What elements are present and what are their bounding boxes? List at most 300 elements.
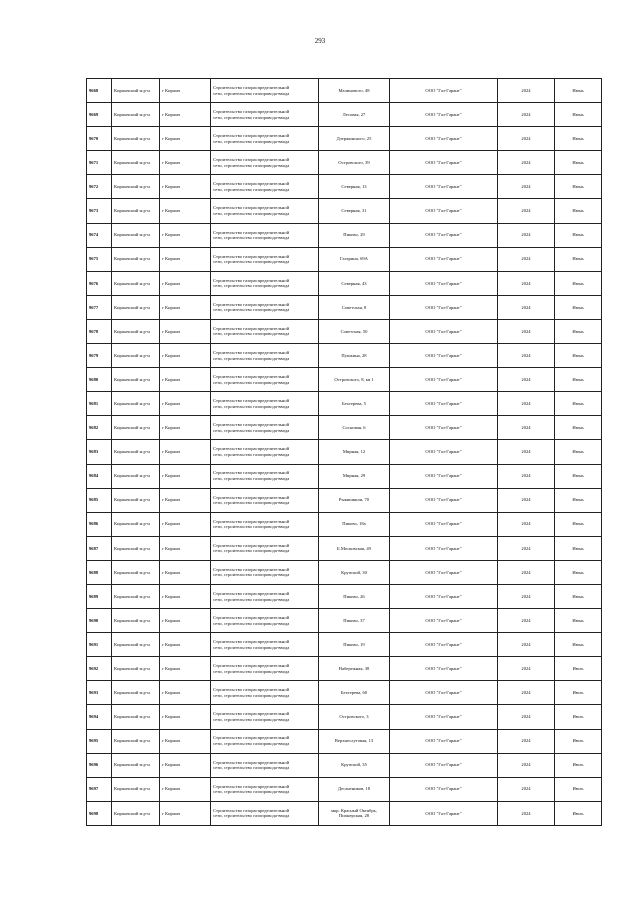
work-description-line: сети, строительство газопровода-ввода [213, 427, 290, 433]
address-line: Северная, 43 [341, 280, 367, 286]
year-cell: 2024 [498, 729, 555, 753]
row-number-cell: 9685 [87, 488, 112, 512]
contractor-cell: ООО "Газ-Гарант" [390, 440, 498, 464]
work-description-cell [211, 488, 319, 512]
month-cell: Июль [555, 681, 602, 705]
row-number-cell: 9688 [87, 560, 112, 584]
year-cell: 2024 [498, 560, 555, 584]
work-description-cell [211, 79, 319, 103]
city-cell: г Киржач [160, 488, 211, 512]
city-cell: г Киржач [160, 103, 211, 127]
year-cell: 2024 [498, 633, 555, 657]
city-cell: г Киржач [160, 271, 211, 295]
row-number-cell: 9676 [87, 271, 112, 295]
city-cell: г Киржач [160, 609, 211, 633]
row-number-cell: 9683 [87, 440, 112, 464]
row-number-cell: 9680 [87, 368, 112, 392]
address-line: Северная, 31 [341, 208, 367, 214]
work-description-cell [211, 512, 319, 536]
district-cell: Киржачский м.р-н [112, 584, 160, 608]
table-row [87, 79, 602, 103]
table-row [87, 681, 602, 705]
month-cell: Июль [555, 705, 602, 729]
year-cell: 2024 [498, 488, 555, 512]
work-description-line: Строительство газораспределительной [213, 398, 290, 404]
work-description-line: Строительство газораспределительной [213, 253, 290, 259]
district-cell: Киржачский м.р-н [112, 560, 160, 584]
address-line: Пионерская, 28 [338, 813, 370, 819]
work-description-cell [211, 464, 319, 488]
year-cell: 2024 [498, 609, 555, 633]
work-description-cell [211, 368, 319, 392]
table-row [87, 488, 602, 512]
month-cell: Июнь [555, 295, 602, 319]
work-description-line: сети, строительство газопровода-ввода [213, 716, 290, 722]
month-cell: Июнь [555, 368, 602, 392]
year-cell: 2024 [498, 247, 555, 271]
district-cell: Киржачский м.р-н [112, 464, 160, 488]
contractor-cell: ООО "Газ-Гарант" [390, 247, 498, 271]
work-description-line: Строительство газораспределительной [213, 325, 290, 331]
year-cell: 2024 [498, 79, 555, 103]
work-description-line: Строительство газораспределительной [213, 84, 290, 90]
row-number-cell: 9681 [87, 392, 112, 416]
year-cell: 2024 [498, 319, 555, 343]
address-cell [319, 223, 390, 247]
city-cell: г Киржач [160, 151, 211, 175]
address-line: Верхнеслутовая, 13 [334, 738, 374, 744]
row-number-cell: 9692 [87, 657, 112, 681]
address-cell [319, 79, 390, 103]
month-cell: Июнь [555, 103, 602, 127]
month-cell: Июнь [555, 609, 602, 633]
year-cell: 2024 [498, 777, 555, 801]
row-number-cell: 9694 [87, 705, 112, 729]
contractor-cell: ООО "Газ-Гарант" [390, 705, 498, 729]
work-description-line: Строительство газораспределительной [213, 301, 290, 307]
city-cell: г Киржач [160, 512, 211, 536]
address-cell [319, 657, 390, 681]
contractor-cell: ООО "Газ-Гарант" [390, 368, 498, 392]
city-cell: г Киржач [160, 681, 211, 705]
contractor-cell: ООО "Газ-Гарант" [390, 416, 498, 440]
row-number-cell: 9675 [87, 247, 112, 271]
table-row [87, 584, 602, 608]
page-number: 293 [314, 37, 326, 45]
city-cell: г Киржач [160, 705, 211, 729]
contractor-cell: ООО "Газ-Гарант" [390, 151, 498, 175]
address-line: Советская, 8 [341, 304, 367, 310]
district-cell: Киржачский м.р-н [112, 103, 160, 127]
work-description-line: сети, строительство газопровода-ввода [213, 765, 290, 771]
table-row [87, 657, 602, 681]
contractor-cell: ООО "Газ-Гарант" [390, 753, 498, 777]
address-cell [319, 536, 390, 560]
year-cell: 2024 [498, 392, 555, 416]
year-cell: 2024 [498, 271, 555, 295]
work-description-line: сети, строительство газопровода-ввода [213, 307, 290, 313]
row-number-cell: 9693 [87, 681, 112, 705]
work-description-line: сети, строительство газопровода-ввода [213, 162, 290, 168]
work-description-cell [211, 440, 319, 464]
address-cell [319, 271, 390, 295]
month-cell: Июнь [555, 151, 602, 175]
work-description-line: Строительство газораспределительной [213, 349, 290, 355]
address-line: Гагарина, 69А [340, 256, 368, 262]
district-cell: Киржачский м.р-н [112, 753, 160, 777]
year-cell: 2024 [498, 103, 555, 127]
city-cell: г Киржач [160, 319, 211, 343]
row-number-cell: 9678 [87, 319, 112, 343]
district-cell: Киржачский м.р-н [112, 440, 160, 464]
contractor-cell: ООО "Газ-Гарант" [390, 801, 498, 825]
address-line: Сосновая, 6 [342, 425, 366, 431]
contractor-cell: ООО "Газ-Гарант" [390, 79, 498, 103]
table-row [87, 560, 602, 584]
work-description-line: сети, строительство газопровода-ввода [213, 114, 290, 120]
district-cell: Киржачский м.р-н [112, 705, 160, 729]
work-description-line: Строительство газораспределительной [213, 446, 290, 452]
month-cell: Июль [555, 657, 602, 681]
district-cell: Киржачский м.р-н [112, 175, 160, 199]
city-cell: г Киржач [160, 584, 211, 608]
work-description-cell [211, 633, 319, 657]
table-row [87, 512, 602, 536]
city-cell: г Киржач [160, 440, 211, 464]
work-description-line: Строительство газораспределительной [213, 157, 290, 163]
month-cell: Июнь [555, 392, 602, 416]
work-description-cell [211, 127, 319, 151]
row-number-cell: 9687 [87, 536, 112, 560]
work-description-line: сети, строительство газопровода-ввода [213, 90, 290, 96]
month-cell: Июль [555, 777, 602, 801]
work-description-line: сети, строительство газопровода-ввода [213, 186, 290, 192]
work-description-line: Строительство газораспределительной [213, 422, 290, 428]
district-cell: Киржачский м.р-н [112, 512, 160, 536]
address-cell [319, 127, 390, 151]
city-cell: г Киржач [160, 464, 211, 488]
district-cell: Киржачский м.р-н [112, 681, 160, 705]
address-cell [319, 368, 390, 392]
district-cell: Киржачский м.р-н [112, 344, 160, 368]
contractor-cell: ООО "Газ-Гарант" [390, 681, 498, 705]
work-description-cell [211, 247, 319, 271]
table-row [87, 536, 602, 560]
address-line: Островского, 8, кв 1 [334, 376, 374, 382]
table-row [87, 223, 602, 247]
month-cell: Июнь [555, 584, 602, 608]
month-cell: Июнь [555, 536, 602, 560]
contractor-cell: ООО "Газ-Гарант" [390, 729, 498, 753]
work-description-line: сети, строительство газопровода-ввода [213, 331, 290, 337]
row-number-cell: 9691 [87, 633, 112, 657]
contractor-cell: ООО "Газ-Гарант" [390, 271, 498, 295]
contractor-cell: ООО "Газ-Гарант" [390, 319, 498, 343]
work-description-line: Строительство газораспределительной [213, 783, 290, 789]
address-line: Пиково, 29 [343, 232, 365, 238]
district-cell: Киржачский м.р-н [112, 633, 160, 657]
work-description-line: сети, строительство газопровода-ввода [213, 620, 290, 626]
address-line: Пиково, 18а [342, 521, 366, 527]
work-description-cell [211, 609, 319, 633]
contractor-cell: ООО "Газ-Гарант" [390, 536, 498, 560]
table-row [87, 801, 602, 825]
address-line: Бехтерева, 5 [342, 400, 366, 406]
address-line: Рыкишвили, 70 [338, 497, 370, 503]
address-line: Малинового, 48 [338, 87, 370, 93]
row-number-cell: 9670 [87, 127, 112, 151]
district-cell: Киржачский м.р-н [112, 488, 160, 512]
work-description-cell [211, 151, 319, 175]
work-description-cell [211, 584, 319, 608]
city-cell: г Киржач [160, 223, 211, 247]
district-cell: Киржачский м.р-н [112, 609, 160, 633]
year-cell: 2024 [498, 657, 555, 681]
address-cell [319, 295, 390, 319]
month-cell: Июнь [555, 223, 602, 247]
contractor-cell: ООО "Газ-Гарант" [390, 175, 498, 199]
work-description-cell [211, 175, 319, 199]
work-description-line: Строительство газораспределительной [213, 590, 290, 596]
address-line: Советская, 50 [340, 328, 368, 334]
table-row [87, 464, 602, 488]
work-description-line: Строительство газораспределительной [213, 229, 290, 235]
work-description-line: Строительство газораспределительной [213, 518, 290, 524]
city-cell: г Киржач [160, 777, 211, 801]
row-number-cell: 9689 [87, 584, 112, 608]
work-description-line: сети, строительство газопровода-ввода [213, 403, 290, 409]
work-description-line: сети, строительство газопровода-ввода [213, 235, 290, 241]
work-description-line: Строительство газораспределительной [213, 277, 290, 283]
district-cell: Киржачский м.р-н [112, 319, 160, 343]
contractor-cell: ООО "Газ-Гарант" [390, 464, 498, 488]
work-description-cell [211, 199, 319, 223]
row-number-cell: 9684 [87, 464, 112, 488]
row-number-cell: 9679 [87, 344, 112, 368]
contractor-cell: ООО "Газ-Гарант" [390, 199, 498, 223]
contractor-cell: ООО "Газ-Гарант" [390, 488, 498, 512]
address-cell [319, 175, 390, 199]
address-cell [319, 464, 390, 488]
table-row [87, 295, 602, 319]
row-number-cell: 9671 [87, 151, 112, 175]
district-cell: Киржачский м.р-н [112, 657, 160, 681]
work-description-cell [211, 295, 319, 319]
work-description-line: сети, строительство газопровода-ввода [213, 355, 290, 361]
year-cell: 2024 [498, 681, 555, 705]
address-cell [319, 753, 390, 777]
address-cell [319, 729, 390, 753]
month-cell: Июнь [555, 247, 602, 271]
contractor-cell: ООО "Газ-Гарант" [390, 609, 498, 633]
contractor-cell: ООО "Газ-Гарант" [390, 584, 498, 608]
year-cell: 2024 [498, 199, 555, 223]
year-cell: 2024 [498, 344, 555, 368]
city-cell: г Киржач [160, 536, 211, 560]
work-description-cell [211, 416, 319, 440]
work-description-line: сети, строительство газопровода-ввода [213, 548, 290, 554]
month-cell: Июнь [555, 344, 602, 368]
table-row [87, 175, 602, 199]
year-cell: 2024 [498, 151, 555, 175]
work-description-cell [211, 729, 319, 753]
district-cell: Киржачский м.р-н [112, 79, 160, 103]
month-cell: Июнь [555, 319, 602, 343]
district-cell: Киржачский м.р-н [112, 368, 160, 392]
address-cell [319, 392, 390, 416]
address-cell [319, 151, 390, 175]
district-cell: Киржачский м.р-н [112, 271, 160, 295]
table-row [87, 103, 602, 127]
row-number-cell: 9695 [87, 729, 112, 753]
row-number-cell: 9696 [87, 753, 112, 777]
table-row [87, 392, 602, 416]
contractor-cell: ООО "Газ-Гарант" [390, 560, 498, 584]
month-cell: Июнь [555, 512, 602, 536]
city-cell: г Киржач [160, 295, 211, 319]
work-description-line: Строительство газораспределительной [213, 109, 290, 115]
work-description-cell [211, 392, 319, 416]
work-description-line: сети, строительство газопровода-ввода [213, 524, 290, 530]
work-description-cell [211, 801, 319, 825]
work-description-cell [211, 681, 319, 705]
year-cell: 2024 [498, 801, 555, 825]
year-cell: 2024 [498, 512, 555, 536]
address-line: Лесовая, 27 [342, 111, 366, 117]
work-description-line: сети, строительство газопровода-ввода [213, 451, 290, 457]
address-cell [319, 199, 390, 223]
month-cell: Июнь [555, 127, 602, 151]
month-cell: Июль [555, 801, 602, 825]
year-cell: 2024 [498, 127, 555, 151]
work-description-cell [211, 271, 319, 295]
month-cell: Июнь [555, 271, 602, 295]
contractor-cell: ООО "Газ-Гарант" [390, 295, 498, 319]
address-line: Пиково, 37 [343, 617, 365, 623]
address-cell [319, 560, 390, 584]
year-cell: 2024 [498, 440, 555, 464]
district-cell: Киржачский м.р-н [112, 729, 160, 753]
work-description-line: Строительство газораспределительной [213, 735, 290, 741]
address-cell [319, 103, 390, 127]
address-cell [319, 512, 390, 536]
month-cell: Июнь [555, 440, 602, 464]
address-cell [319, 801, 390, 825]
table-row [87, 777, 602, 801]
row-number-cell: 9673 [87, 199, 112, 223]
work-description-line: Строительство газораспределительной [213, 566, 290, 572]
table-row [87, 344, 602, 368]
table-row [87, 271, 602, 295]
month-cell: Июнь [555, 560, 602, 584]
table-row [87, 416, 602, 440]
work-description-line: Строительство газораспределительной [213, 807, 290, 813]
city-cell: г Киржач [160, 729, 211, 753]
table-row [87, 729, 602, 753]
address-cell [319, 681, 390, 705]
work-description-cell [211, 753, 319, 777]
work-description-cell [211, 657, 319, 681]
address-cell [319, 633, 390, 657]
table-row [87, 151, 602, 175]
work-description-line: сети, строительство газопровода-ввода [213, 138, 290, 144]
work-description-line: сети, строительство газопровода-ввода [213, 211, 290, 217]
work-description-line: сети, строительство газопровода-ввода [213, 692, 290, 698]
work-description-line: сети, строительство газопровода-ввода [213, 500, 290, 506]
table-row [87, 753, 602, 777]
address-cell [319, 777, 390, 801]
address-cell [319, 609, 390, 633]
address-line: Крупской, 30 [341, 569, 367, 575]
address-line: Мирная, 12 [342, 449, 366, 455]
work-description-line: сети, строительство газопровода-ввода [213, 283, 290, 289]
contractor-cell: ООО "Газ-Гарант" [390, 777, 498, 801]
address-line: Б.Московская, 49 [337, 545, 371, 551]
city-cell: г Киржач [160, 753, 211, 777]
city-cell: г Киржач [160, 79, 211, 103]
row-number-cell: 9669 [87, 103, 112, 127]
row-number-cell: 9686 [87, 512, 112, 536]
month-cell: Июнь [555, 416, 602, 440]
work-description-cell [211, 344, 319, 368]
work-description-cell [211, 705, 319, 729]
address-line: Десантников, 18 [337, 786, 371, 792]
work-description-line: Строительство газораспределительной [213, 639, 290, 645]
address-cell [319, 344, 390, 368]
work-description-cell [211, 103, 319, 127]
year-cell: 2024 [498, 464, 555, 488]
table-row [87, 609, 602, 633]
address-line: Бехтерева, 60 [340, 690, 368, 696]
district-cell: Киржачский м.р-н [112, 151, 160, 175]
district-cell: Киржачский м.р-н [112, 801, 160, 825]
table-row [87, 440, 602, 464]
work-description-cell [211, 223, 319, 247]
address-cell [319, 440, 390, 464]
district-cell: Киржачский м.р-н [112, 127, 160, 151]
work-description-line: сети, строительство газопровода-ввода [213, 813, 290, 819]
table-body [87, 79, 602, 826]
month-cell: Июнь [555, 199, 602, 223]
work-description-line: Строительство газораспределительной [213, 205, 290, 211]
work-description-line: сети, строительство газопровода-ввода [213, 596, 290, 602]
table-row [87, 705, 602, 729]
work-description-line: Строительство газораспределительной [213, 615, 290, 621]
month-cell: Июнь [555, 633, 602, 657]
month-cell: Июнь [555, 488, 602, 512]
city-cell: г Киржач [160, 368, 211, 392]
address-cell [319, 584, 390, 608]
address-line: Северная, 13 [341, 184, 367, 190]
contractor-cell: ООО "Газ-Гарант" [390, 657, 498, 681]
contractor-cell: ООО "Газ-Гарант" [390, 127, 498, 151]
month-cell: Июнь [555, 464, 602, 488]
contractor-cell: ООО "Газ-Гарант" [390, 512, 498, 536]
row-number-cell: 9672 [87, 175, 112, 199]
month-cell: Июнь [555, 175, 602, 199]
work-description-line: Строительство газораспределительной [213, 711, 290, 717]
year-cell: 2024 [498, 536, 555, 560]
work-description-line: сети, строительство газопровода-ввода [213, 741, 290, 747]
work-description-line: Строительство газораспределительной [213, 470, 290, 476]
district-cell: Киржачский м.р-н [112, 199, 160, 223]
city-cell: г Киржач [160, 199, 211, 223]
city-cell: г Киржач [160, 633, 211, 657]
contractor-cell: ООО "Газ-Гарант" [390, 103, 498, 127]
city-cell: г Киржач [160, 175, 211, 199]
address-cell [319, 488, 390, 512]
district-cell: Киржачский м.р-н [112, 416, 160, 440]
